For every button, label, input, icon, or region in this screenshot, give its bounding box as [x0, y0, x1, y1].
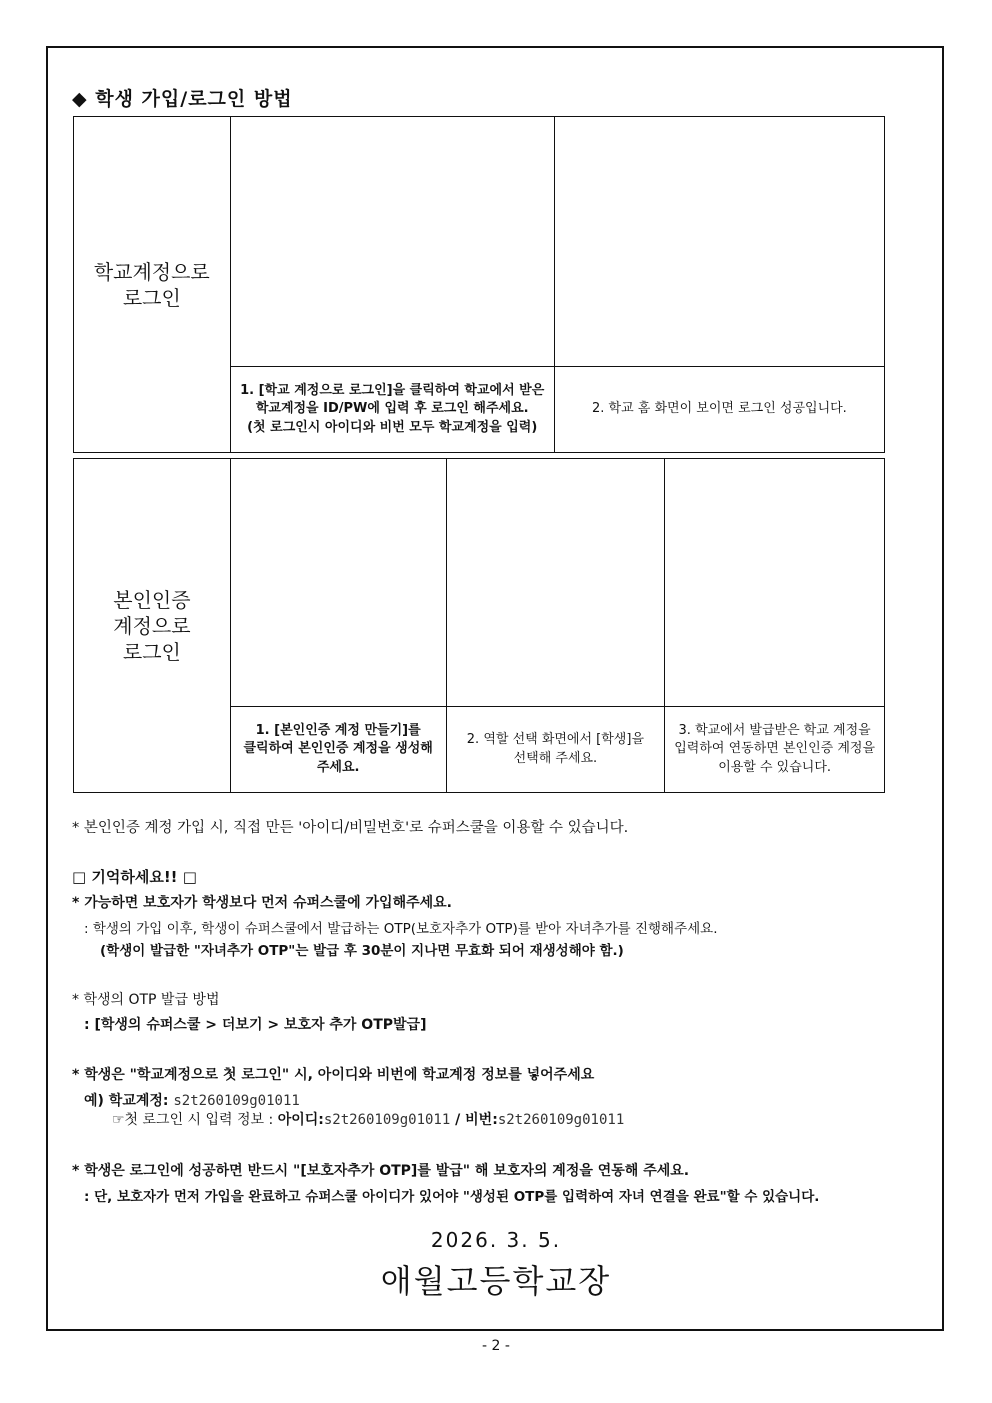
note-first-login: * 학생은 "학교계정으로 첫 로그인" 시, 아이디와 비번에 학교계정 정보를 넣어주세요	[72, 1067, 595, 1083]
screenshot-make-account	[230, 459, 446, 707]
example-account-value: s2t260109g01011	[173, 1093, 300, 1109]
example-account-label: 예) 학교계정:	[84, 1093, 174, 1109]
row-label-identity-text: 본인인증 계정으로 로그인	[113, 587, 191, 664]
login-id-label: 아이디:	[277, 1112, 324, 1128]
caption-identity-step3-text: 3. 학교에서 발급받은 학교 계정을 입력하여 연동하면 본인인증 계정을 이용할 수 있습니다.	[674, 723, 876, 775]
caption-school-step2	[554, 367, 884, 453]
caption-school-step1	[230, 367, 554, 453]
note-example-account	[84, 1090, 300, 1110]
note-identity-account: * 본인인증 계정 가입 시, 직접 만든 '아이디/비밀번호'로 슈퍼스쿨을 이용할 수 있습니다.	[72, 820, 629, 836]
login-pw-label: / 비번:	[450, 1112, 498, 1128]
note-parent-first: * 가능하면 보호자가 학생보다 먼저 슈퍼스쿨에 가입해주세요.	[72, 895, 452, 911]
caption-school-step1-text: 1. [학교 계정으로 로그인]을 클릭하여 학교에서 받은 학교계정을 ID/PW에 입력 후 로그인 해주세요. (첫 로그인시 아이디와 비번 모두 학교계정을 입력)	[240, 383, 545, 435]
login-table-school	[73, 116, 885, 453]
row-label-school-text: 학교계정으로 로그인	[93, 259, 210, 310]
document-date: 2026. 3. 5.	[430, 1228, 562, 1252]
note-link-parent: * 학생은 로그인에 성공하면 반드시 "[보호자추가 OTP]를 발급" 해 보호자의 계정을 연동해 주세요.	[72, 1163, 690, 1179]
login-id-value: s2t260109g01011	[323, 1112, 451, 1128]
page-number: - 2 -	[482, 1338, 510, 1354]
login-pw-value: s2t260109g01011	[497, 1112, 625, 1128]
caption-identity-step2-text: 2. 역할 선택 화면에서 [학생]을 선택해 주세요.	[466, 732, 644, 766]
caption-identity-step1-text: 1. [본인인증 계정 만들기]를 클릭하여 본인인증 계정을 생성해 주세요.	[243, 723, 433, 775]
section-title: ◆ 학생 가입/로그인 방법	[72, 88, 293, 110]
screenshot-role-select	[446, 459, 665, 707]
row-label-school	[74, 117, 231, 453]
login-table-identity	[73, 458, 885, 793]
note-parent-condition: : 단, 보호자가 먼저 가입을 완료하고 슈퍼스쿨 아이디가 있어야 "생성된 OTP를 입력하여 자녀 연결을 완료"할 수 있습니다.	[84, 1189, 820, 1205]
screenshot-login-select	[230, 117, 554, 367]
signature: 애월고등학교장	[380, 1262, 612, 1300]
note-otp-expire: (학생이 발급한 "자녀추가 OTP"는 발급 후 30분이 지나면 무효화 되어 재생성해야 함.)	[100, 943, 624, 959]
caption-identity-step1	[230, 707, 446, 793]
note-otp-method: * 학생의 OTP 발급 방법	[72, 992, 220, 1008]
caption-identity-step2	[446, 707, 665, 793]
note-otp-path: : [학생의 슈퍼스쿨 > 더보기 > 보호자 추가 OTP발급]	[84, 1017, 427, 1033]
caption-identity-step3	[665, 707, 885, 793]
row-label-identity	[74, 459, 231, 793]
caption-school-step2-text: 2. 학교 홈 화면이 보이면 로그인 성공입니다.	[592, 401, 847, 417]
screenshot-account-link	[665, 459, 885, 707]
screenshot-school-home	[554, 117, 884, 367]
remember-heading: □ 기억하세요!! □	[72, 868, 197, 886]
login-info-prefix: ☞첫 로그인 시 입력 정보 :	[112, 1112, 278, 1128]
note-otp-process: : 학생의 가입 이후, 학생이 슈퍼스쿨에서 발급하는 OTP(보호자추가 OTP)를 받아 자녀추가를 진행해주세요.	[84, 921, 718, 937]
note-login-info	[112, 1109, 624, 1129]
